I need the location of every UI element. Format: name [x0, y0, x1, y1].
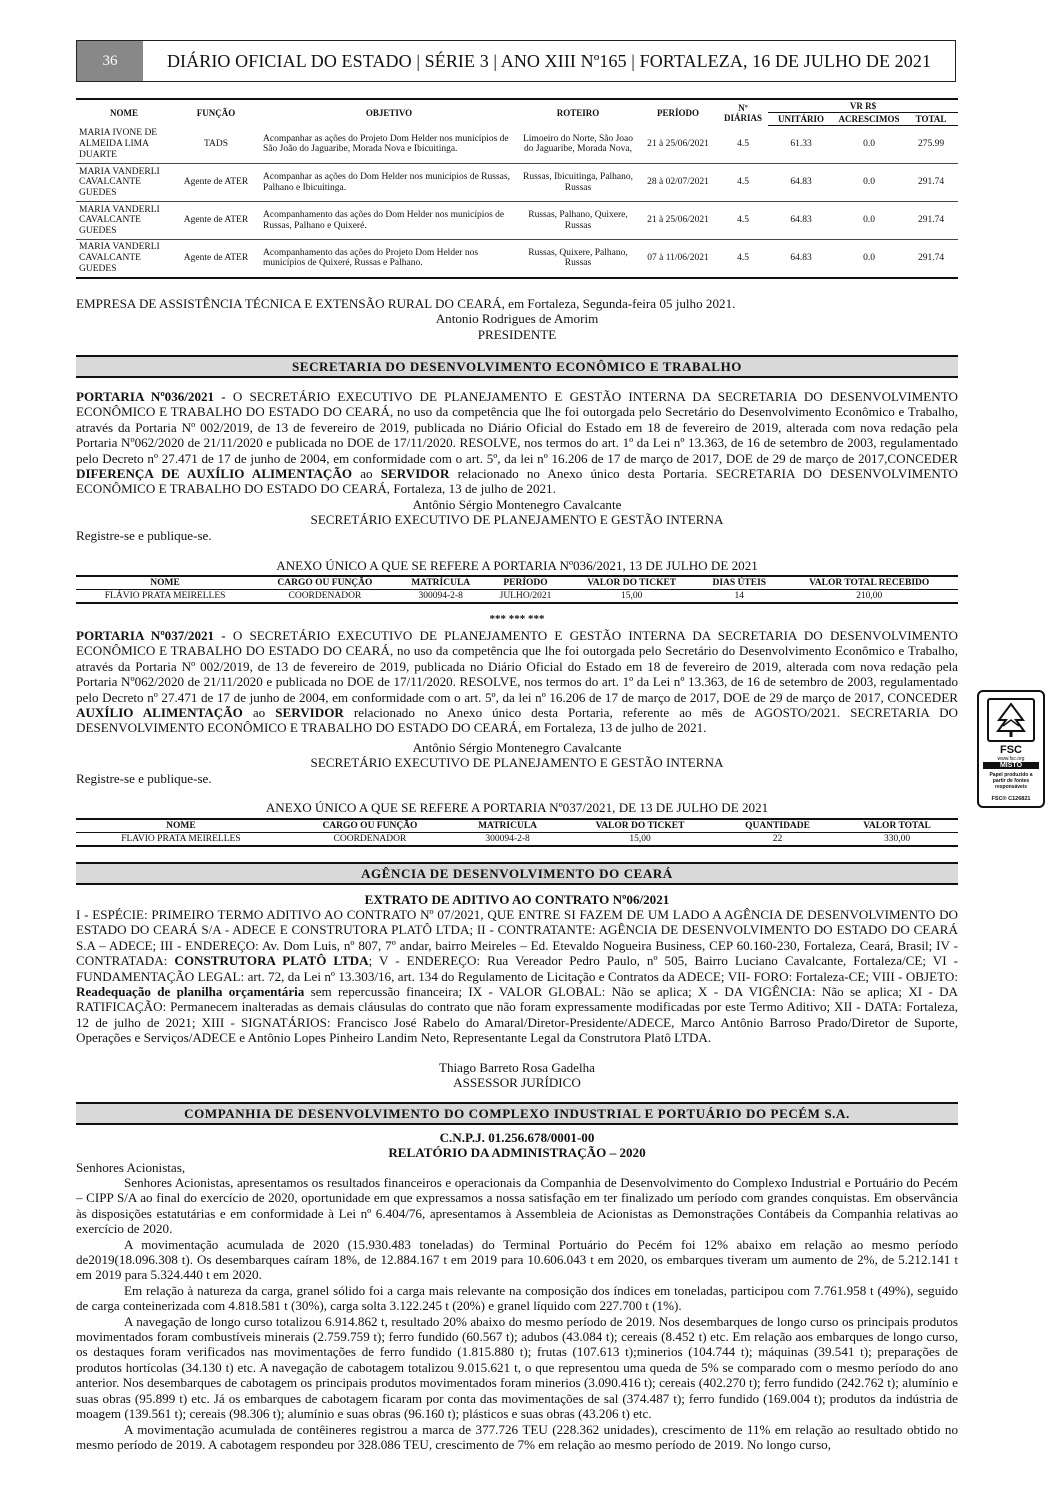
portaria-036-text-b: ao	[352, 466, 381, 482]
cell-periodo: 28 à 02/07/2021	[647, 177, 709, 188]
table-row	[76, 240, 958, 278]
cell-diarias: 4.5	[737, 215, 749, 226]
annex-036-col: VALOR DO TICKET	[565, 576, 698, 590]
table-row	[76, 590, 958, 604]
annex-036-cell: 300094-2-8	[396, 590, 486, 604]
portaria-037-role: SECRETÁRIO EXECUTIVO DE PLANEJAMENTO E GESTÃO INTERNA	[310, 755, 724, 770]
section-title-adece: AGÊNCIA DE DESENVOLVIMENTO DO CEARÁ	[76, 862, 958, 885]
extrato-bold-1: CONSTRUTORA PLATÔ LTDA	[174, 953, 369, 969]
report-paragraph: Senhores Acionistas, apresentamos os resultados financeiros e operacionais da Companhia de Desenvolvimento do Complexo Industrial e Portuário do Pecém – CIPP S/A ao final do exercício de 2020, oportunidade em que expressamos a nossa satisfação em ter finalizado um período com grandes conquistas. Em observância às disposições estatutárias e em conformidade à Lei nº 6.404/76, apresentamos à Assembleia de Acionistas as Demonstrações Contábeis da Companhia relativas ao exercício de 2020.	[76, 1175, 958, 1237]
registre-036: Registre-se e publique-se.	[76, 528, 212, 543]
portaria-037	[76, 628, 958, 736]
annex-037-col: QUANTIDADE	[719, 819, 836, 833]
cell-objetivo: Acompanhar as ações do Projeto Dom Helder nos municípios de São João do Jaguaribe, Morada Nova e Ibicuitinga.	[263, 133, 509, 155]
annex-037-col: CARGO OU FUNÇÃO	[286, 819, 454, 833]
cell-roteiro: Russas, Ibicuitinga, Palhano, Russas	[522, 171, 634, 193]
journal-title: DIÁRIO OFICIAL DO ESTADO | SÉRIE 3 | ANO XIII Nº165 | FORTALEZA, 16 DE JULHO DE 2021	[166, 50, 932, 71]
cell-roteiro: Limoeiro do Norte, São Joao do Jaguaribe, Morada Nova,	[522, 133, 634, 155]
cell-diarias: 4.5	[737, 177, 749, 188]
annex-036-col: MATRÍCULA	[396, 576, 486, 590]
annex-037-col: MATRICULA	[454, 819, 561, 833]
adece-signer: Thiago Barreto Rosa Gadelha	[439, 1060, 595, 1075]
fsc-label	[977, 690, 1045, 808]
cell-acrescimos: 0.0	[863, 177, 875, 188]
cell-nome: MARIA VANDERLI CAVALCANTE GUEDES	[79, 166, 160, 198]
portaria-036-signer: Antônio Sérgio Montenegro Cavalcante	[412, 497, 622, 512]
cell-nome: MARIA VANDERLI CAVALCANTE GUEDES	[79, 242, 160, 274]
annex-036-col: PERÍODO	[486, 576, 566, 590]
annex-036-col: VALOR TOTAL RECEBIDO	[780, 576, 958, 590]
cell-total: 291.74	[917, 215, 945, 226]
annex-036-col: CARGO OU FUNÇÃO	[254, 576, 396, 590]
adece-role: ASSESSOR JURÍDICO	[453, 1075, 581, 1090]
cell-periodo: 07 à 11/06/2021	[647, 252, 709, 263]
portaria-037-bold-1: AUXÍLIO ALIMENTAÇÃO	[76, 705, 243, 721]
extrato-text-a: I - ESPÉCIE: PRIMEIRO TERMO ADITIVO AO CONTRATO Nº 07/2021, QUE ENTRE SI FAZEM DE UM LADO A AGÊNCIA DE DESENVOLVIMENTO DO ESTADO DO CEARÁ S/A - ADECE E CONSTRUTORA PLATÔ LTDA; II - CONTRATANTE: AGÊNCIA DE DESENVOLVIMENTO DO ESTADO DO CEARÁ S.A – ADECE; III - ENDEREÇO: Av. Dom Luis, nº 807, 7º andar, bairro Meireles – Ed. Etevaldo Nogueira Business, CEP 60.160-230, Fortaleza, Ceará, Brasil; IV - CONTRATADA:	[76, 907, 958, 969]
annex-036-col: DIAS ÚTEIS	[698, 576, 780, 590]
cell-diarias: 4.5	[737, 252, 749, 263]
portaria-036-lead: PORTARIA Nº036/2021 -	[76, 389, 226, 404]
cell-objetivo: Acompanhar as ações do Dom Helder nos municípios de Russas, Palhano e Ibicuitinga.	[263, 171, 510, 193]
signer-role: PRESIDENTE	[477, 326, 557, 342]
annex-036-cell: JULHO/2021	[486, 590, 566, 604]
portaria-036-text-a: O SECRETÁRIO EXECUTIVO DE PLANEJAMENTO E GESTÃO INTERNA DA SECRETARIA DO DESENVOLVIMENTO ECONÔMICO E TRABALHO DO ESTADO DO CEARÁ, no uso da competência que lhe foi outorgada pelo Secretário do Desenvolvimento Econômico e Trabalho, através da Portaria Nº 002/2019, de 13 de fevereiro de 2019, publicada no Diário Oficial do Estado em 18 de fevereiro de 2019, alterada com nova redação pela Portaria Nº062/2020 de 21/11/2020 e publicada no DOE de 17/11/2020. RESOLVE, nos termos do art. 1º da Lei nº 13.363, de 16 de setembro de 2003, regulamentado pelo Decreto nº 27.471 de 17 de junho de 2004, em conformidade com o art. 5º, da lei nº 16.206 de 17 de março de 2017, DOE de 29 de março de 2017,CONCEDER	[76, 389, 958, 466]
extrato-text-c: sem repercussão financeira; IX - VALOR GLOBAL: Não se aplica; X - DA VIGÊNCIA: Não se aplica; XI - DA RATIFICAÇÃO: Permanecem inalteradas as demais cláusulas do contrato que não foram expressamente modificadas por este Termo Aditivo; XII - DATA: Fortaleza, 12 de julho de 2021; XIII - SIGNATÁRIOS: Francisco José Rabelo do Amaral/Diretor-Presidente/ADECE, Marco Antônio Barroso Prado/Diretor de Suporte, Operações e Serviços/ADECE e Antônio Lopes Pinheiro Landim Neto, Representante Legal da Construtora Platô LTDA.	[76, 984, 958, 1046]
annex-037-title: ANEXO ÚNICO A QUE SE REFERE A PORTARIA Nº037/2021, DE 13 DE JULHO DE 2021	[265, 800, 769, 815]
cell-acrescimos: 0.0	[863, 252, 875, 263]
col-periodo: PERÍODO	[638, 99, 718, 126]
page-number: 36	[77, 41, 143, 81]
extrato-text-b: ; V - ENDEREÇO: Rua Vereador Pedro Paulo, nº 505, Bairro Luciano Cavalcante, Fortaleza/CE; VI - FUNDAMENTAÇÃO LEGAL: art. 72, da Lei nº 13.303/16, art. 134 do Regulamento de Licitação e Contratos da ADECE; VII- FORO: Fortaleza-CE; VIII - OBJETO:	[76, 953, 958, 984]
annex-036-table	[76, 575, 958, 604]
annex-036-cell: 14	[698, 590, 780, 604]
annex-037-col: VALOR DO TICKET	[561, 819, 719, 833]
report-paragraph: Em relação à natureza da carga, granel sólido foi a carga mais relevante na composição dos índices em toneladas, participou com 7.761.958 t (49%), seguido de carga conteinerizada com 4.818.581 t (30%), carga solta 3.122.245 t (20%) e granel líquido com 227.700 t (1%).	[76, 1282, 958, 1314]
ematerce-line: EMPRESA DE ASSISTÊNCIA TÉCNICA E EXTENSÃO RURAL DO CEARÁ, em Fortaleza, Segunda-feira 05 julho 2021.	[76, 296, 736, 311]
registre-037: Registre-se e publique-se.	[76, 771, 212, 786]
table-row	[76, 164, 958, 202]
extrato-body	[76, 907, 958, 1046]
col-total: TOTAL	[904, 113, 958, 126]
cell-total: 291.74	[917, 252, 945, 263]
cipp-greeting: Senhores Acionistas,	[76, 1160, 186, 1175]
cell-objetivo: Acompanhamento das ações do Projeto Dom Helder nos municípios de Quixeré, Russas e Palhano.	[263, 247, 479, 269]
col-objetivo: OBJETIVO	[260, 99, 518, 126]
cell-nome: MARIA VANDERLI CAVALCANTE GUEDES	[79, 204, 160, 236]
report-paragraph: A movimentação acumulada de contêineres registrou a marca de 377.726 TEU (228.362 unidades), crescimento de 11% em relação ao resultado obtido no mesmo período de 2019. A cabotagem respondeu por 328.086 TEU, crescimento de 7% em relação ao mesmo período de 2019. No longo curso,	[76, 1421, 958, 1452]
col-acrescimos: ACRESCIMOS	[834, 113, 904, 126]
annex-036-cell: COORDENADOR	[254, 590, 396, 604]
col-unitario: UNITÁRIO	[768, 113, 834, 126]
cell-unitario: 61.33	[790, 139, 812, 150]
portaria-037-text-b: ao	[242, 705, 276, 721]
cell-acrescimos: 0.0	[863, 215, 875, 226]
annex-037-col: VALOR TOTAL	[836, 819, 958, 833]
cell-funcao: TADS	[203, 138, 229, 149]
extrato-bold-2: Readequação de planilha orçamentária	[76, 984, 305, 1000]
annex-037-table	[76, 818, 958, 847]
annex-037-cell: 330,00	[836, 833, 958, 847]
table-row	[76, 202, 958, 240]
annex-036-cell: FLÁVIO PRATA MEIRELLES	[76, 590, 254, 604]
cell-periodo: 21 à 25/06/2021	[647, 138, 709, 149]
cell-objetivo: Acompanhamento das ações do Dom Helder nos municípios de Russas, Palhano e Quixeré.	[263, 209, 505, 231]
annex-037-cell: 15,00	[561, 833, 719, 847]
portaria-036-bold-2: SERVIDOR	[380, 466, 450, 482]
col-roteiro: ROTEIRO	[518, 99, 638, 126]
portaria-036-text-c: relacionado no Anexo único desta Portaria. SECRETARIA DO DESENVOLVIMENTO ECONÔMICO E TRABALHO DO ESTADO DO CEARÁ, Fortaleza, 13 de julho de 2021.	[76, 466, 959, 497]
cipp-report-body	[76, 1175, 958, 1452]
cell-unitario: 64.83	[790, 252, 812, 263]
section-title-sdet: SECRETARIA DO DESENVOLVIMENTO ECONÔMICO E TRABALHO	[76, 355, 958, 378]
portaria-037-signer: Antônio Sérgio Montenegro Cavalcante	[412, 740, 622, 755]
page-header	[76, 40, 956, 82]
cell-funcao: Agente de ATER	[183, 177, 249, 188]
portaria-036-bold-1: DIFERENÇA DE AUXÍLIO ALIMENTAÇÃO	[76, 466, 353, 482]
portaria-036	[76, 389, 958, 497]
separator: *** *** ***	[489, 613, 545, 625]
cell-unitario: 64.83	[790, 177, 812, 188]
cell-acrescimos: 0.0	[863, 139, 875, 150]
portaria-037-text-c: relacionado no Anexo único desta Portaria, referente ao mês de AGOSTO/2021. SECRETARIA DO DESENVOLVIMENTO ECONÔMICO E TRABALHO DO ESTADO DO CEARÁ, em Fortaleza, 13 de julho de 2021.	[76, 705, 958, 736]
fsc-code: FSC® C126821	[991, 796, 1031, 802]
diarias-table	[76, 98, 958, 279]
portaria-037-bold-2: SERVIDOR	[275, 705, 344, 721]
col-funcao: FUNÇÃO	[172, 99, 260, 126]
report-paragraph: A movimentação acumulada de 2020 (15.930.483 toneladas) do Terminal Portuário do Pecém foi 12% abaixo em relação ao mesmo período de2019(18.096.308 t). Os desembarques caíram 18%, de 12.884.167 t em 2019 para 10.606.043 t em 2020, os embarques tiveram um aumento de 2%, de 5.212.141 t em 2019 para 5.324.440 t em 2020.	[76, 1236, 958, 1283]
cell-periodo: 21 à 25/06/2021	[647, 215, 709, 226]
report-title: RELATÓRIO DA ADMINISTRAÇÃO – 2020	[388, 1145, 646, 1160]
annex-037-col: NOME	[76, 819, 286, 833]
col-diarias: Nº DIÁRIAS	[718, 99, 768, 126]
report-paragraph: A navegação de longo curso totalizou 6.914.862 t, resultado 20% abaixo do mesmo período de 2019. Nos desembarques de longo curso os principais produtos movimentados foram combustíveis minerais (2.759.759 t); ferro fundido (60.567 t); adubos (43.084 t); cereais (8.452 t) etc. Em relação aos embarques de longo curso, os destaques foram verificados nas movimentações de ferro fundido (1.815.880 t); frutas (107.613 t);minerios (104.744 t); máquinas (39.541 t); preparações de produtos hortícolas (34.130 t) etc. A navegação de cabotagem totalizou 9.015.621 t, o que representou uma queda de 5% se comparado com o mesmo período do ano anterior. Nos desembarques de cabotagem os principais produtos movimentados foram minerios (3.090.416 t); cereais (402.270 t); ferro fundido (242.762 t); alumínio e suas obras (95.899 t) etc. Já os embarques de cabotagem ficaram por conta das movimentações de sal (374.487 t); ferro fundido (169.004 t); produtos da indústria de moagem (139.561 t); cereais (98.306 t); alumínio e suas obras (96.160 t); plásticos e suas obras (43.206 t) etc.	[76, 1313, 958, 1422]
cell-funcao: Agente de ATER	[183, 215, 249, 226]
cipp-cnpj: C.N.P.J. 01.256.678/0001-00	[439, 1130, 595, 1145]
section-title-cipp: COMPANHIA DE DESENVOLVIMENTO DO COMPLEXO INDUSTRIAL E PORTUÁRIO DO PECÉM S.A.	[76, 1102, 958, 1125]
annex-036-cell: 15,00	[565, 590, 698, 604]
fsc-category: MISTO	[983, 762, 1039, 769]
fsc-tree-icon	[987, 698, 1035, 742]
cell-unitario: 64.83	[790, 215, 812, 226]
cell-roteiro: Russas, Quixere, Palhano, Russas	[528, 247, 628, 269]
table-row	[76, 833, 958, 847]
annex-036-title: ANEXO ÚNICO A QUE SE REFERE A PORTARIA Nº036/2021, 13 DE JULHO DE 2021	[276, 558, 758, 573]
portaria-037-text-a: O SECRETÁRIO EXECUTIVO DE PLANEJAMENTO E GESTÃO INTERNA DA SECRETARIA DO DESENVOLVIMENTO ECONÔMICO E TRABALHO DO ESTADO DO CEARÁ, no uso da competência que lhe foi outorgada pelo Secretário do Desenvolvimento Econômico e Trabalho, através da Portaria Nº 002/2019, de 13 de fevereiro de 2019, publicada no Diário Oficial do Estado em 18 de fevereiro de 2019, alterada com nova redação pela Portaria Nº062/2020 de 21/11/2020 e publicada no DOE de 17/11/2020. RESOLVE, nos termos do art. 1º da Lei nº 13.363, de 16 de setembro de 2003, regulamentado pelo Decreto nº 27.471 de 17 de junho de 2004, em conformidade com o art. 5º, da lei nº 16.206 de 17 de março de 2017, DOE de 29 de março de 2017, CONCEDER	[76, 628, 958, 705]
col-vr: VR R$	[768, 99, 958, 113]
annex-036-col: NOME	[76, 576, 254, 590]
fsc-brand: FSC	[1000, 744, 1022, 756]
annex-036-cell: 210,00	[780, 590, 958, 604]
col-nome: NOME	[76, 99, 172, 126]
cell-funcao: Agente de ATER	[183, 252, 249, 263]
cell-nome: MARIA IVONE DE ALMEIDA LIMA DUARTE	[79, 128, 158, 160]
portaria-036-role: SECRETÁRIO EXECUTIVO DE PLANEJAMENTO E GESTÃO INTERNA	[310, 512, 724, 527]
table-row	[76, 126, 958, 164]
cell-total: 291.74	[917, 177, 945, 188]
portaria-037-lead: PORTARIA Nº037/2021 -	[76, 628, 226, 643]
fsc-description: Papel produzido a partir de fontes responsáveis	[989, 772, 1033, 790]
cell-total: 275.99	[917, 139, 945, 150]
cell-diarias: 4.5	[737, 138, 749, 149]
annex-037-cell: 22	[719, 833, 836, 847]
cell-roteiro: Russas, Palhano, Quixere, Russas	[528, 209, 628, 231]
annex-037-cell: COORDENADOR	[286, 833, 454, 847]
extrato-title: EXTRATO DE ADITIVO AO CONTRATO Nº06/2021	[364, 892, 670, 907]
fsc-site: www.fsc.org	[997, 756, 1025, 762]
ematerce-block	[76, 296, 958, 342]
signer-name: Antonio Rodrigues de Amorim	[435, 311, 599, 327]
annex-037-cell: 300094-2-8	[454, 833, 561, 847]
annex-037-cell: FLAVIO PRATA MEIRELLES	[76, 833, 286, 847]
